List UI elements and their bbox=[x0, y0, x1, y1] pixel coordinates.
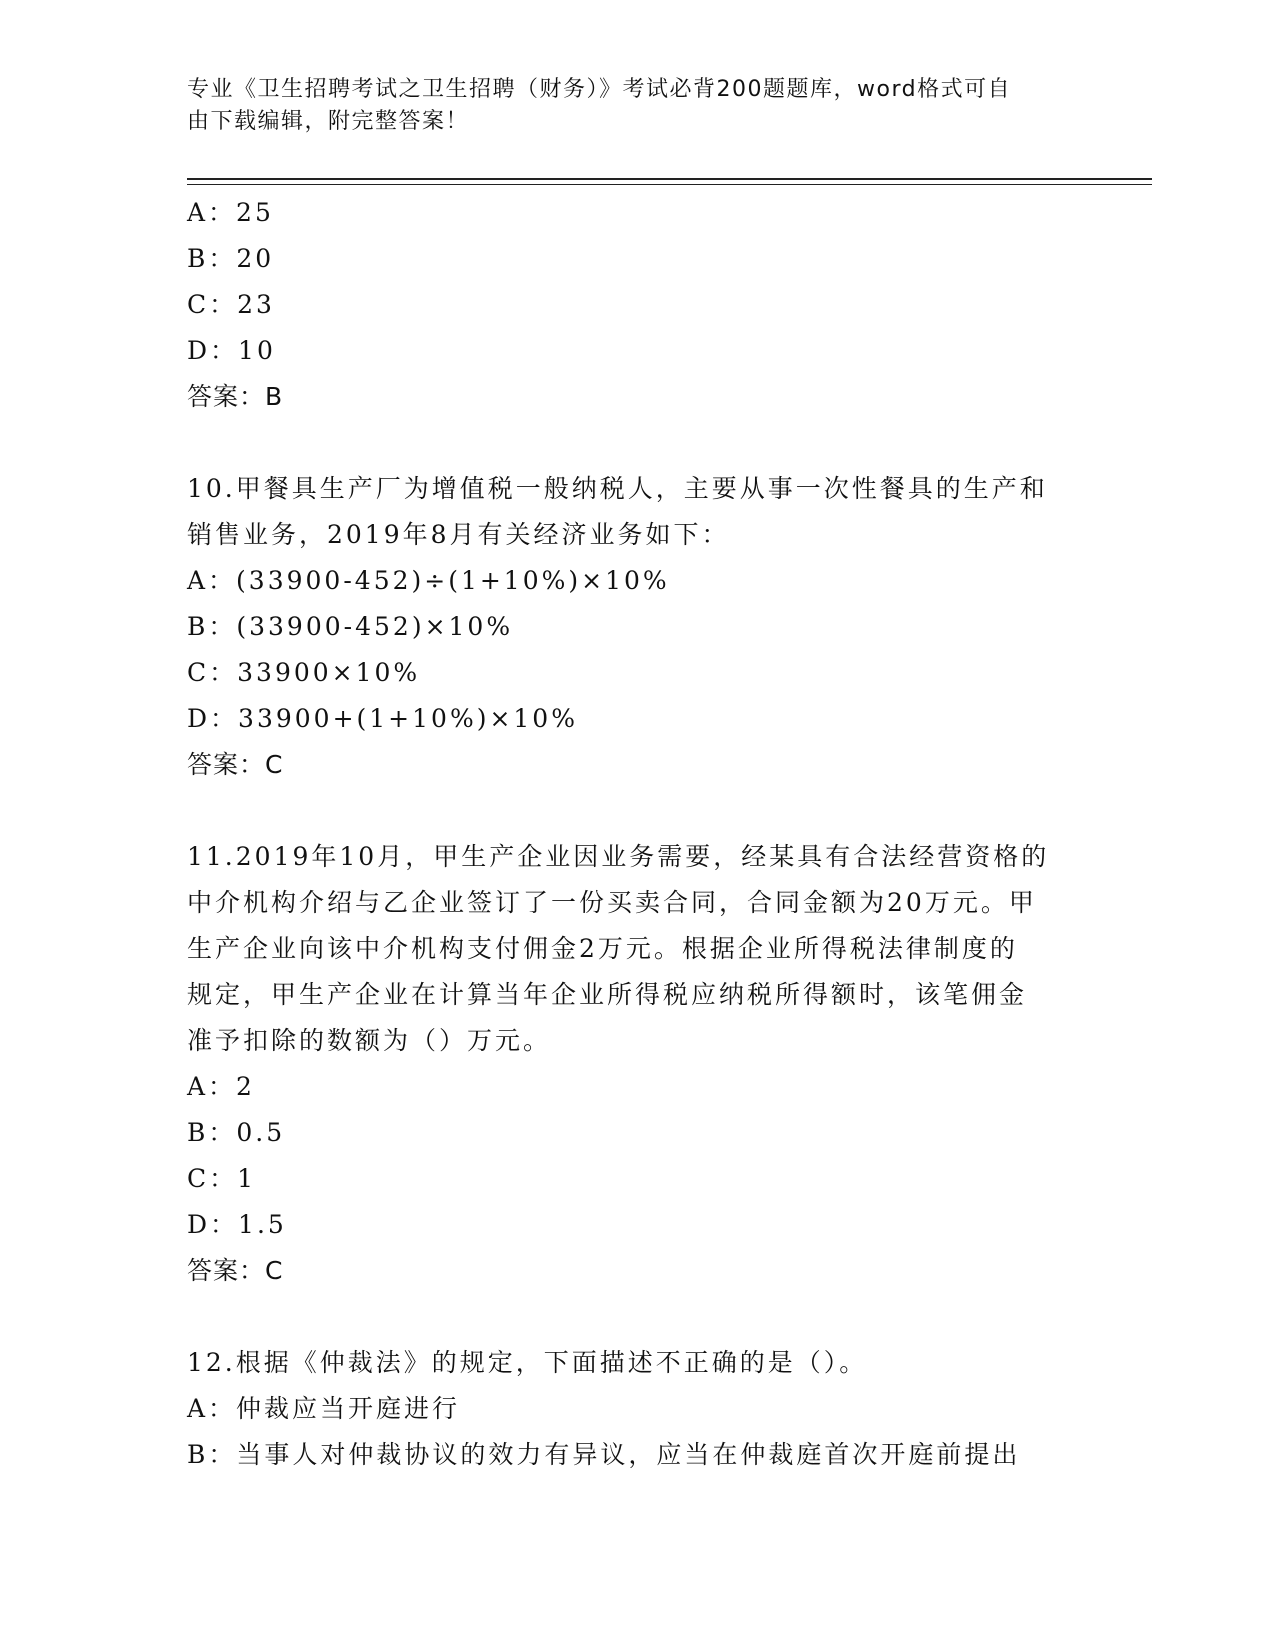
option-b: B：当事人对仲裁协议的效力有异议，应当在仲裁庭首次开庭前提出 bbox=[187, 1440, 1021, 1469]
option-c: C：23 bbox=[187, 290, 275, 319]
option-c: C：1 bbox=[187, 1164, 257, 1193]
header-line-2: 由下载编辑，附完整答案！ bbox=[187, 109, 470, 134]
question-11 bbox=[187, 834, 1087, 1294]
option-a: A：(33900-452)÷(1+10%)×10% bbox=[187, 566, 670, 595]
question-stem-line: 11.2019年10月，甲生产企业因业务需要，经某具有合法经营资格的 bbox=[187, 842, 1050, 871]
header-divider-thin bbox=[187, 184, 1152, 185]
question-stem-line: 生产企业向该中介机构支付佣金2万元。根据企业所得税法律制度的 bbox=[187, 934, 1018, 963]
question-12 bbox=[187, 1340, 1087, 1478]
answer-line: 答案：C bbox=[187, 1256, 284, 1285]
option-b: B：(33900-452)×10% bbox=[187, 612, 514, 641]
option-a: A：25 bbox=[187, 198, 274, 227]
question-stem-line: 10.甲餐具生产厂为增值税一般纳税人，主要从事一次性餐具的生产和 bbox=[187, 474, 1048, 503]
option-d: D：10 bbox=[187, 336, 276, 365]
question-stem-line: 中介机构介绍与乙企业签订了一份买卖合同，合同金额为20万元。甲 bbox=[187, 888, 1037, 917]
option-a: A：仲裁应当开庭进行 bbox=[187, 1394, 461, 1423]
option-b: B：0.5 bbox=[187, 1118, 286, 1147]
question-10 bbox=[187, 466, 1087, 788]
option-d: D：1.5 bbox=[187, 1210, 287, 1239]
option-d: D：33900+(1+10%)×10% bbox=[187, 704, 578, 733]
header-line-1: 专业《卫生招聘考试之卫生招聘（财务）》考试必背200题题库，word格式可自 bbox=[187, 77, 1012, 102]
header-divider-thick bbox=[187, 178, 1152, 180]
question-stem-line: 规定，甲生产企业在计算当年企业所得税应纳税所得额时，该笔佣金 bbox=[187, 980, 1028, 1009]
question-9-continued bbox=[187, 190, 1087, 420]
option-b: B：20 bbox=[187, 244, 275, 273]
document-header bbox=[187, 74, 1067, 138]
answer-line: 答案：B bbox=[187, 382, 284, 411]
question-stem-line: 12.根据《仲裁法》的规定，下面描述不正确的是（）。 bbox=[187, 1348, 868, 1377]
document-body bbox=[187, 190, 1087, 1478]
option-a: A：2 bbox=[187, 1072, 255, 1101]
question-stem-line: 销售业务，2019年8月有关经济业务如下： bbox=[187, 520, 730, 549]
option-c: C：33900×10% bbox=[187, 658, 421, 687]
answer-line: 答案：C bbox=[187, 750, 284, 779]
question-stem-line: 准予扣除的数额为（）万元。 bbox=[187, 1026, 552, 1055]
